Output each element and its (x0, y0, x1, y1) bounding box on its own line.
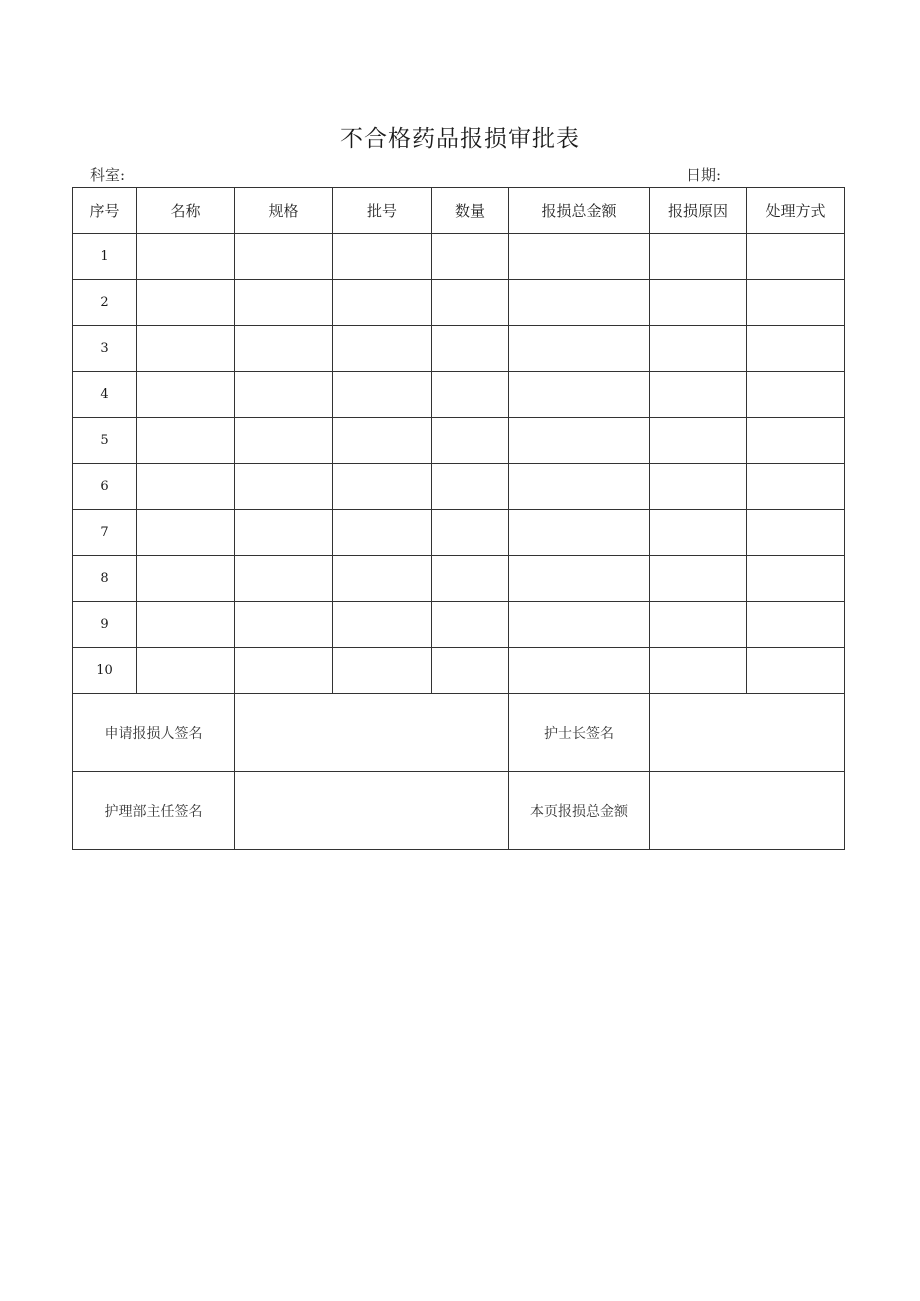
total-amount-cell[interactable] (509, 510, 650, 556)
quantity-cell[interactable] (432, 602, 509, 648)
total-amount-cell[interactable] (509, 602, 650, 648)
table-row (73, 464, 845, 510)
name-cell[interactable] (137, 280, 235, 326)
spec-cell[interactable] (235, 234, 333, 280)
header-total-amount: 报损总金额 (509, 188, 650, 234)
header-row (73, 188, 845, 234)
table-row (73, 648, 845, 694)
name-cell[interactable] (137, 326, 235, 372)
disposal-cell[interactable] (747, 464, 845, 510)
batch-cell[interactable] (333, 602, 432, 648)
reason-cell[interactable] (650, 326, 747, 372)
quantity-cell[interactable] (432, 326, 509, 372)
quantity-cell[interactable] (432, 464, 509, 510)
row-number: 8 (73, 556, 137, 602)
spec-cell[interactable] (235, 418, 333, 464)
batch-cell[interactable] (333, 372, 432, 418)
disposal-cell[interactable] (747, 510, 845, 556)
row-number: 9 (73, 602, 137, 648)
reason-cell[interactable] (650, 602, 747, 648)
applicant-signature-field[interactable] (235, 694, 509, 772)
page-total-amount-field[interactable] (650, 772, 845, 850)
name-cell[interactable] (137, 234, 235, 280)
disposal-cell[interactable] (747, 234, 845, 280)
row-number: 5 (73, 418, 137, 464)
signature-row-2 (73, 772, 845, 850)
row-number: 6 (73, 464, 137, 510)
total-amount-cell[interactable] (509, 234, 650, 280)
reason-cell[interactable] (650, 648, 747, 694)
reason-cell[interactable] (650, 234, 747, 280)
quantity-cell[interactable] (432, 556, 509, 602)
total-amount-cell[interactable] (509, 326, 650, 372)
header-name: 名称 (137, 188, 235, 234)
applicant-signature-label: 申请报损人签名 (73, 694, 235, 772)
row-number: 4 (73, 372, 137, 418)
batch-cell[interactable] (333, 556, 432, 602)
date-label: 日期: (686, 166, 722, 184)
batch-cell[interactable] (333, 326, 432, 372)
signature-row-1 (73, 694, 845, 772)
quantity-cell[interactable] (432, 510, 509, 556)
batch-cell[interactable] (333, 418, 432, 464)
total-amount-cell[interactable] (509, 280, 650, 326)
disposal-cell[interactable] (747, 648, 845, 694)
nursing-director-signature-field[interactable] (235, 772, 509, 850)
total-amount-cell[interactable] (509, 418, 650, 464)
batch-cell[interactable] (333, 510, 432, 556)
name-cell[interactable] (137, 510, 235, 556)
row-number: 3 (73, 326, 137, 372)
row-number: 1 (73, 234, 137, 280)
total-amount-cell[interactable] (509, 556, 650, 602)
name-cell[interactable] (137, 418, 235, 464)
quantity-cell[interactable] (432, 234, 509, 280)
header-seq: 序号 (73, 188, 137, 234)
spec-cell[interactable] (235, 602, 333, 648)
reason-cell[interactable] (650, 280, 747, 326)
form-title: 不合格药品报损审批表 (340, 126, 580, 152)
spec-cell[interactable] (235, 648, 333, 694)
spec-cell[interactable] (235, 372, 333, 418)
head-nurse-signature-label: 护士长签名 (509, 694, 650, 772)
header-batch: 批号 (333, 188, 432, 234)
head-nurse-signature-field[interactable] (650, 694, 845, 772)
table-row (73, 372, 845, 418)
header-disposal: 处理方式 (747, 188, 845, 234)
table-row (73, 326, 845, 372)
disposal-cell[interactable] (747, 372, 845, 418)
row-number: 7 (73, 510, 137, 556)
header-reason: 报损原因 (650, 188, 747, 234)
disposal-cell[interactable] (747, 418, 845, 464)
batch-cell[interactable] (333, 280, 432, 326)
spec-cell[interactable] (235, 326, 333, 372)
reason-cell[interactable] (650, 464, 747, 510)
name-cell[interactable] (137, 372, 235, 418)
batch-cell[interactable] (333, 234, 432, 280)
quantity-cell[interactable] (432, 418, 509, 464)
total-amount-cell[interactable] (509, 648, 650, 694)
quantity-cell[interactable] (432, 280, 509, 326)
total-amount-cell[interactable] (509, 372, 650, 418)
nursing-director-signature-label: 护理部主任签名 (73, 772, 235, 850)
name-cell[interactable] (137, 464, 235, 510)
reason-cell[interactable] (650, 372, 747, 418)
name-cell[interactable] (137, 648, 235, 694)
disposal-cell[interactable] (747, 326, 845, 372)
spec-cell[interactable] (235, 464, 333, 510)
reason-cell[interactable] (650, 556, 747, 602)
quantity-cell[interactable] (432, 648, 509, 694)
page-total-amount-label: 本页报损总金额 (509, 772, 650, 850)
table-row (73, 280, 845, 326)
department-label: 科室: (90, 166, 126, 184)
table-row (73, 234, 845, 280)
batch-cell[interactable] (333, 464, 432, 510)
name-cell[interactable] (137, 556, 235, 602)
disposal-cell[interactable] (747, 556, 845, 602)
name-cell[interactable] (137, 602, 235, 648)
table-row (73, 418, 845, 464)
reason-cell[interactable] (650, 418, 747, 464)
spec-cell[interactable] (235, 510, 333, 556)
disposal-cell[interactable] (747, 280, 845, 326)
batch-cell[interactable] (333, 648, 432, 694)
table-row (73, 556, 845, 602)
table-row (73, 510, 845, 556)
table-row (73, 602, 845, 648)
approval-table (72, 187, 845, 850)
spec-cell[interactable] (235, 556, 333, 602)
total-amount-cell[interactable] (509, 464, 650, 510)
header-quantity: 数量 (432, 188, 509, 234)
spec-cell[interactable] (235, 280, 333, 326)
row-number: 10 (73, 648, 137, 694)
reason-cell[interactable] (650, 510, 747, 556)
quantity-cell[interactable] (432, 372, 509, 418)
disposal-cell[interactable] (747, 602, 845, 648)
row-number: 2 (73, 280, 137, 326)
header-spec: 规格 (235, 188, 333, 234)
